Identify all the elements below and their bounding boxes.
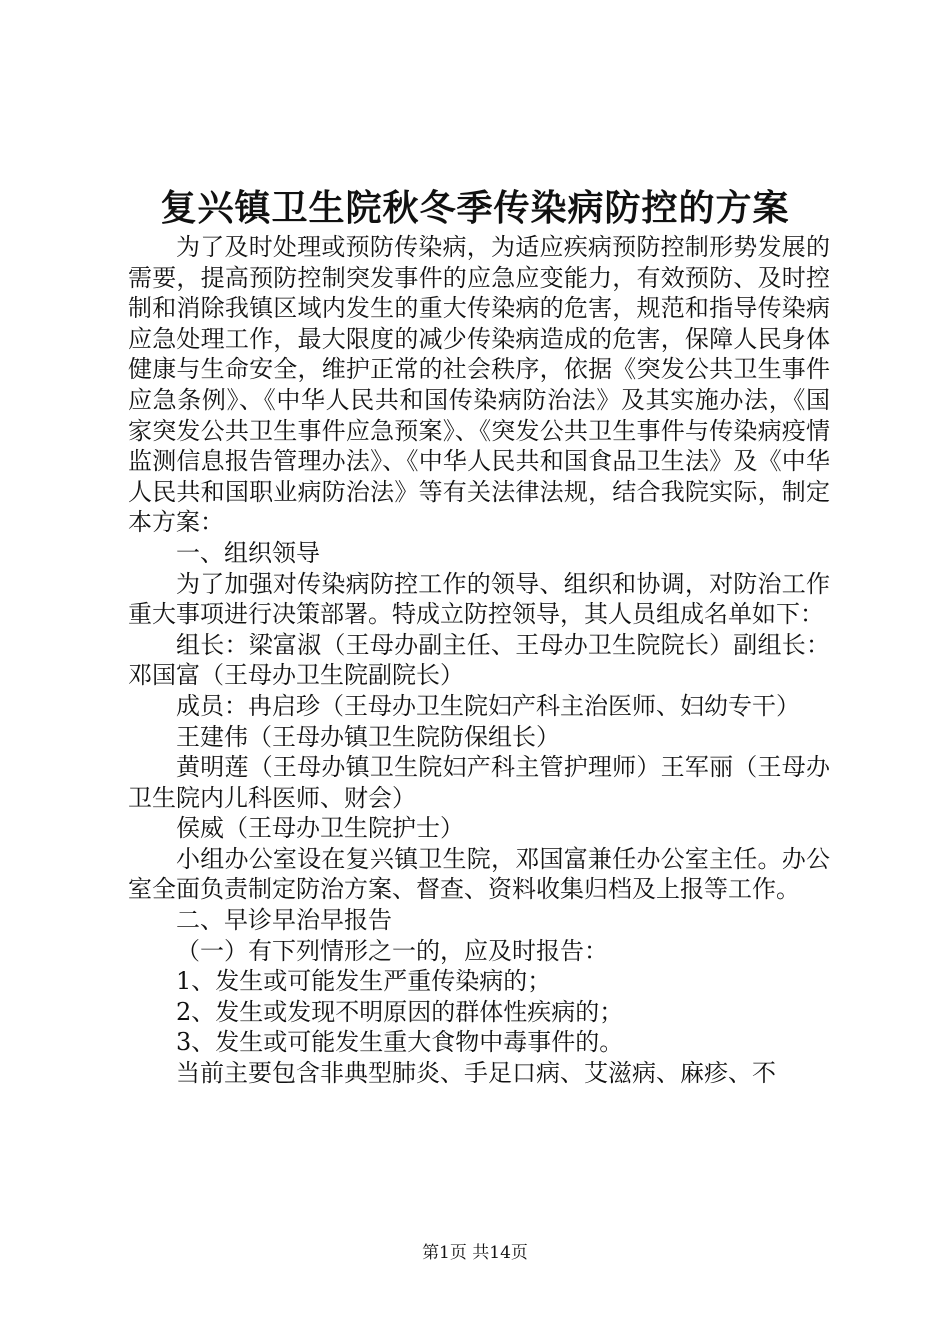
paragraph: 王建伟（王母办镇卫生院防保组长） [176, 722, 560, 751]
paragraph: 侯威（王母办卫生院护士） [176, 814, 464, 843]
section-heading: 一、组织领导 [176, 538, 320, 567]
document-title: 复兴镇卫生院秋冬季传染病防控的方案 [160, 187, 790, 229]
page-footer [0, 1242, 950, 1264]
paragraph: （一）有下列情形之一的，应及时报告： [176, 936, 608, 965]
list-item: 1、发生或可能发生严重传染病的； [176, 967, 552, 996]
page-number: 第1页 共14页 [422, 1243, 528, 1263]
paragraph: 成员：冉启珍（王母办卫生院妇产科主治医师、妇幼专干） [176, 691, 800, 720]
paragraph: 黄明莲（王母办镇卫生院妇产科主管护理师）王军丽（王母办卫生院内儿科医师、财会） [128, 753, 830, 812]
document-body [128, 232, 830, 1089]
section-heading: 二、早诊早治早报告 [176, 906, 392, 935]
paragraph: 组长：梁富淑（王母办副主任、王母办卫生院院长）副组长：邓国富（王母办卫生院副院长） [128, 630, 830, 690]
intro-paragraph: 为了及时处理或预防传染病，为适应疾病预防控制形势发展的需要，提高预防控制突发事件的应急应变能力，有效预防、及时控制和消除我镇区域内发生的重大传染病的危害，规范和指导传染病应急处理工作，最大限度的减少传染病造成的危害，保障人民身体健康与生命安全，维护正常的社会秩序，依据《突发公共卫生事件应急条例》、《中华人民共和国传染病防治法》及其实施办法，《国家突发公共卫生事件应急预案》、《突发公共卫生事件与传染病疫情监测信息报告管理办法》、《中华人民共和国食品卫生法》及《中华人民共和国职业病防治法》等有关法律法规，结合我院实际，制定本方案： [128, 233, 830, 537]
paragraph: 为了加强对传染病防控工作的领导、组织和协调，对防治工作重大事项进行决策部署。特成立防控领导，其人员组成名单如下： [128, 569, 830, 629]
paragraph: 当前主要包含非典型肺炎、手足口病、艾滋病、麻疹、不 [176, 1059, 776, 1088]
list-item: 2、发生或发现不明原因的群体性疾病的； [176, 997, 624, 1026]
list-item: 3、发生或可能发生重大食物中毒事件的。 [176, 1028, 624, 1057]
paragraph: 小组办公室设在复兴镇卫生院，邓国富兼任办公室主任。办公室全面负责制定防治方案、督查、资料收集归档及上报等工作。 [128, 844, 830, 904]
